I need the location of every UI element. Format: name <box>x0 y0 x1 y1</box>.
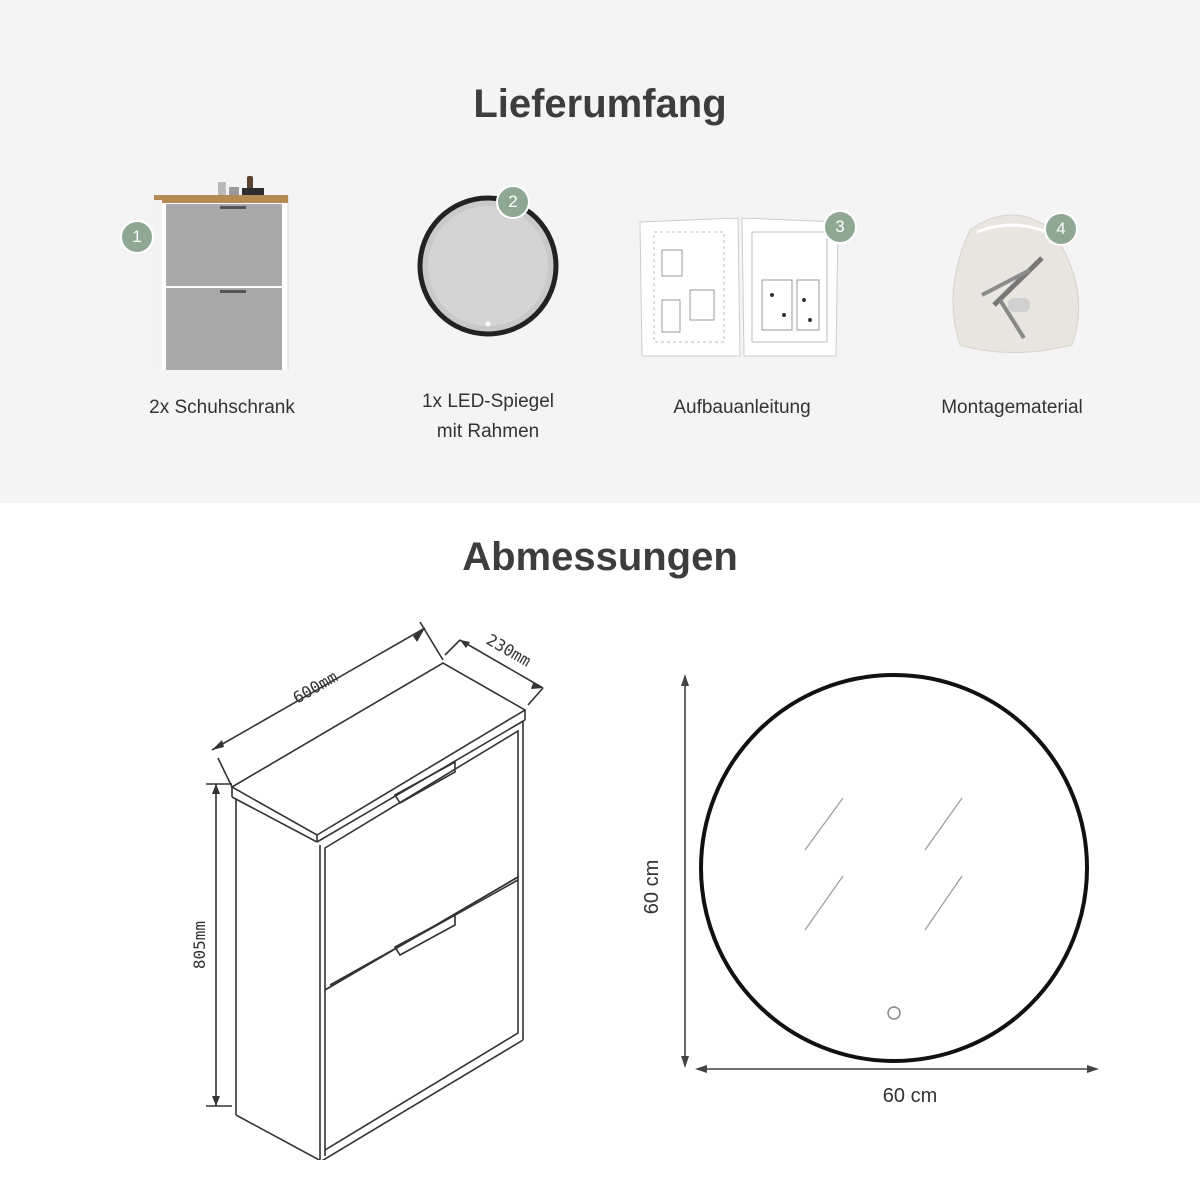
badge-1: 1 <box>120 220 154 254</box>
badge-2: 2 <box>496 185 530 219</box>
badge-3: 3 <box>823 210 857 244</box>
delivery-item-mounting-material <box>882 170 1142 430</box>
cabinet-height-label: 805mm <box>190 920 209 970</box>
item-label-mounting-material: Montagematerial <box>941 397 1083 418</box>
mirror-dimension-drawing <box>600 640 1120 1120</box>
delivery-item-shoe-cabinet <box>92 170 352 430</box>
shoe-cabinet-icon <box>92 170 352 370</box>
item-label-shoe-cabinet: 2x Schuhschrank <box>149 397 295 418</box>
mirror-width-label: 60 cm <box>882 1085 938 1107</box>
item-label-led-mirror-line2: mit Rahmen <box>436 421 540 442</box>
delivery-item-manual <box>612 170 872 430</box>
item-label-led-mirror-line1: 1x LED-Spiegel <box>421 391 555 412</box>
round-mirror-icon <box>358 170 618 370</box>
mirror-height-label: 60 cm <box>641 859 663 915</box>
badge-4: 4 <box>1044 212 1078 246</box>
item-label-manual: Aufbauanleitung <box>673 397 811 418</box>
delivery-title: Lieferumfang <box>473 82 727 126</box>
cabinet-width-label: 600mm <box>289 666 341 708</box>
delivery-item-led-mirror <box>358 170 618 450</box>
cabinet-depth-label: 230mm <box>483 629 535 671</box>
cabinet-dimension-drawing <box>0 600 600 1160</box>
hardware-bag-icon <box>882 170 1142 370</box>
manual-icon <box>612 170 872 370</box>
dimensions-title: Abmessungen <box>462 535 738 579</box>
